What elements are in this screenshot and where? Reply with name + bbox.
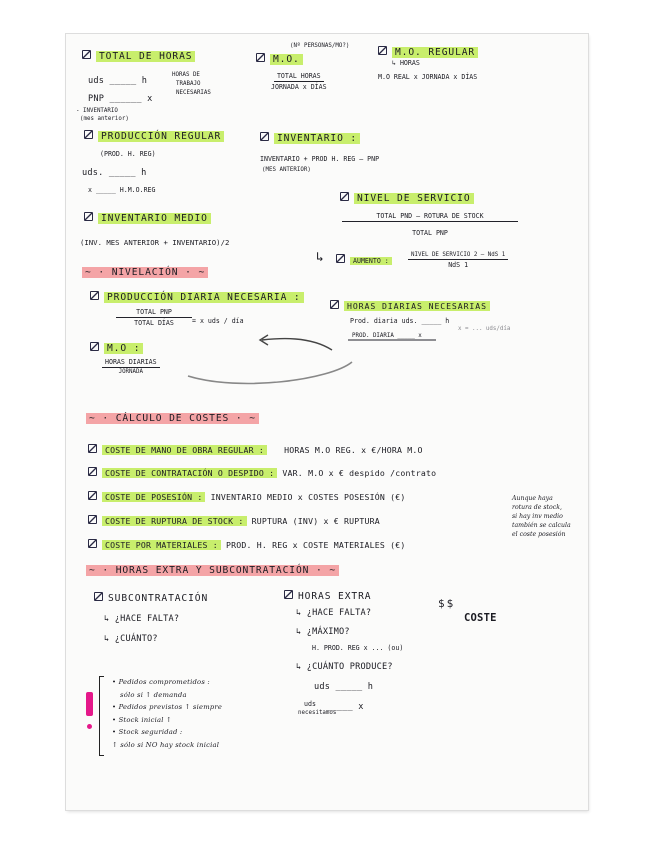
coste-title: COSTE <box>464 612 497 624</box>
coste-formula: INVENTARIO MEDIO x COSTES POSESIÓN (€) <box>210 492 406 502</box>
mo-regular-title: M.O. REGULAR <box>392 47 478 58</box>
total-horas-title: TOTAL DE HORAS <box>96 51 195 62</box>
aside-line: si hay inv medio <box>512 513 563 520</box>
total-horas-row2: PNP ______ x <box>88 94 153 104</box>
coste-formula: RUPTURA (INV) x € RUPTURA <box>251 516 380 526</box>
he-heading <box>284 590 371 602</box>
coste-formula: PROD. H. REG x COSTE MATERIALES (€) <box>226 540 406 550</box>
mo-denominator: JORNADA x DÍAS <box>271 83 327 91</box>
prod-diaria-title: PRODUCCIÓN DIARIA NECESARIA : <box>104 292 304 303</box>
horas-diarias-row2: PROD. DIARIA _____ x <box>352 333 422 339</box>
curve-connector <box>188 362 352 383</box>
mo-numerator: TOTAL HORAS <box>274 72 324 82</box>
coste-label: COSTE DE MANO DE OBRA REGULAR : <box>102 445 267 455</box>
mo-title: M.O. <box>270 54 303 65</box>
note-line: • Pedidos comprometidos : <box>112 678 210 686</box>
note-line: • Stock seguridad : <box>112 728 183 737</box>
subcontratacion-title: SUBCONTRATACIÓN <box>108 593 209 604</box>
inv-medio-title: INVENTARIO MEDIO <box>98 213 211 224</box>
he-q1: ↳ ¿HACE FALTA? <box>296 608 372 618</box>
costes-heading <box>86 413 259 424</box>
checkbox-icon <box>88 515 97 524</box>
coste-row <box>88 444 423 455</box>
inventario-row2: (MES ANTERIOR) <box>262 167 311 173</box>
note-line: • Stock inicial ↑ <box>112 715 172 724</box>
prod-diaria-denominator: TOTAL DÍAS <box>134 319 174 327</box>
total-horas-note-a: HORAS DE <box>172 72 200 78</box>
aumento-numerator: NIVEL DE SERVICIO 2 – NdS 1 <box>408 252 508 260</box>
exclamation-icon <box>86 692 93 716</box>
prod-regular-row1: (PROD. H. REG) <box>100 150 156 158</box>
subcontratacion-q2: ↳ ¿CUÁNTO? <box>104 634 158 644</box>
mo-regular-formula: M.O REAL x JORNADA x DÍAS <box>378 73 478 81</box>
total-horas-note-c: NECESARIAS <box>176 90 211 96</box>
coste-row <box>88 539 406 550</box>
inventario-title: INVENTARIO : <box>274 133 360 144</box>
total-horas-row1: uds _____ h <box>88 76 148 86</box>
coste-label: COSTE POR MATERIALES : <box>102 540 221 550</box>
coste-row <box>88 515 380 526</box>
curve-arrow <box>262 339 332 350</box>
he-row2b: necesitamos <box>298 710 337 716</box>
mo-regular-sub: ↳ HORAS <box>392 59 420 67</box>
he-q2b: H. PROD. REG x ... (ou) <box>312 644 404 652</box>
checkbox-icon <box>88 539 97 548</box>
checkbox-icon <box>94 592 103 601</box>
prod-regular-title: PRODUCCIÓN REGULAR <box>98 131 224 142</box>
coste-label: COSTE DE CONTRATACIÓN O DESPIDO : <box>102 468 277 478</box>
checkbox-icon <box>88 467 97 476</box>
horas-diarias-row1: Prod. diaria uds. _____ h <box>350 317 450 325</box>
horas-diarias-row3: x = ... uds/día <box>458 326 511 332</box>
checkbox-icon <box>88 444 97 453</box>
inventario-note-a: - INVENTARIO <box>76 108 118 114</box>
bracket-icon <box>99 676 104 756</box>
aside-line: también se calcula <box>512 522 571 529</box>
mo-bottom-denominator: JORNADA <box>118 369 144 375</box>
aumento-title: AUMENTO : <box>350 257 392 265</box>
note-line: sólo si ↑ demanda <box>120 690 187 699</box>
note-line: • Pedidos previstos ↑ siempre <box>112 703 223 712</box>
coste-label: COSTE DE RUPTURA DE STOCK : <box>102 516 247 526</box>
exclamation-dot-icon <box>87 724 92 729</box>
checkbox-icon <box>284 590 293 599</box>
nivel-title: NIVEL DE SERVICIO <box>354 193 474 204</box>
mo-bottom-numerator: HORAS DIARIAS <box>102 358 160 368</box>
aside-line: rotura de stock, <box>512 504 562 511</box>
prod-regular-row3: x _____ H.M.O.REG <box>88 186 156 194</box>
inv-medio-formula: (INV. MES ANTERIOR + INVENTARIO)/2 <box>80 238 230 247</box>
prod-diaria-tail: = x uds / día <box>192 317 244 325</box>
checkbox-icon <box>88 491 97 500</box>
horas-extra-title: ~ · HORAS EXTRA Y SUBCONTRATACIÓN · ~ <box>86 565 339 576</box>
aumento-denominator: NdS 1 <box>448 261 469 269</box>
coste-formula: VAR. M.O x € despido /contrato <box>282 468 437 478</box>
he-title: HORAS EXTRA <box>298 591 372 602</box>
inventario-row1: INVENTARIO + PROD H. REG – PNP <box>260 155 380 163</box>
nivel-numerator: TOTAL PND – ROTURA DE STOCK <box>342 212 518 222</box>
he-q3: ↳ ¿CUÁNTO PRODUCE? <box>296 662 393 672</box>
mo-note: (Nº PERSONAS/MO?) <box>290 43 350 49</box>
total-horas-note-b: TRABAJO <box>176 81 201 87</box>
horas-extra-heading <box>86 565 339 576</box>
money-icon: $$ <box>438 597 456 610</box>
costes-title: ~ · CÁLCULO DE COSTES · ~ <box>86 413 259 424</box>
aside-line: el coste posesión <box>512 531 566 538</box>
coste-row <box>88 467 436 478</box>
coste-formula: HORAS M.O REG. x €/HORA M.O <box>284 445 423 455</box>
he-row2a: uds <box>304 700 316 708</box>
subcontratacion-q1: ↳ ¿HACE FALTA? <box>104 614 180 624</box>
coste-row <box>88 491 406 502</box>
hook-arrow-icon: ↳ <box>316 250 325 265</box>
aside-line: Aunque haya <box>512 495 553 502</box>
inventario-note-b: (mes anterior) <box>80 116 129 122</box>
notes-list <box>112 676 222 752</box>
note-line: ↑ sólo si NO hay stock inicial <box>112 740 220 749</box>
nivel-denominator: TOTAL PNP <box>412 229 448 237</box>
coste-label: COSTE DE POSESIÓN : <box>102 492 205 502</box>
mo-bottom-title: M.O : <box>104 343 143 354</box>
horas-diarias-title: HORAS DIARIAS NECESARIAS <box>344 301 490 311</box>
costes-aside <box>512 494 571 539</box>
he-q2: ↳ ¿MÁXIMO? <box>296 627 350 637</box>
prod-regular-row2: uds. _____ h <box>82 168 147 178</box>
he-row1: uds _____ h <box>314 682 374 692</box>
subcontratacion-heading <box>94 592 208 604</box>
he-row2c: _____ x <box>326 702 364 712</box>
nivelacion-title: ~ · NIVELACIÓN · ~ <box>82 267 208 278</box>
prod-diaria-numerator: TOTAL PNP <box>116 308 192 318</box>
